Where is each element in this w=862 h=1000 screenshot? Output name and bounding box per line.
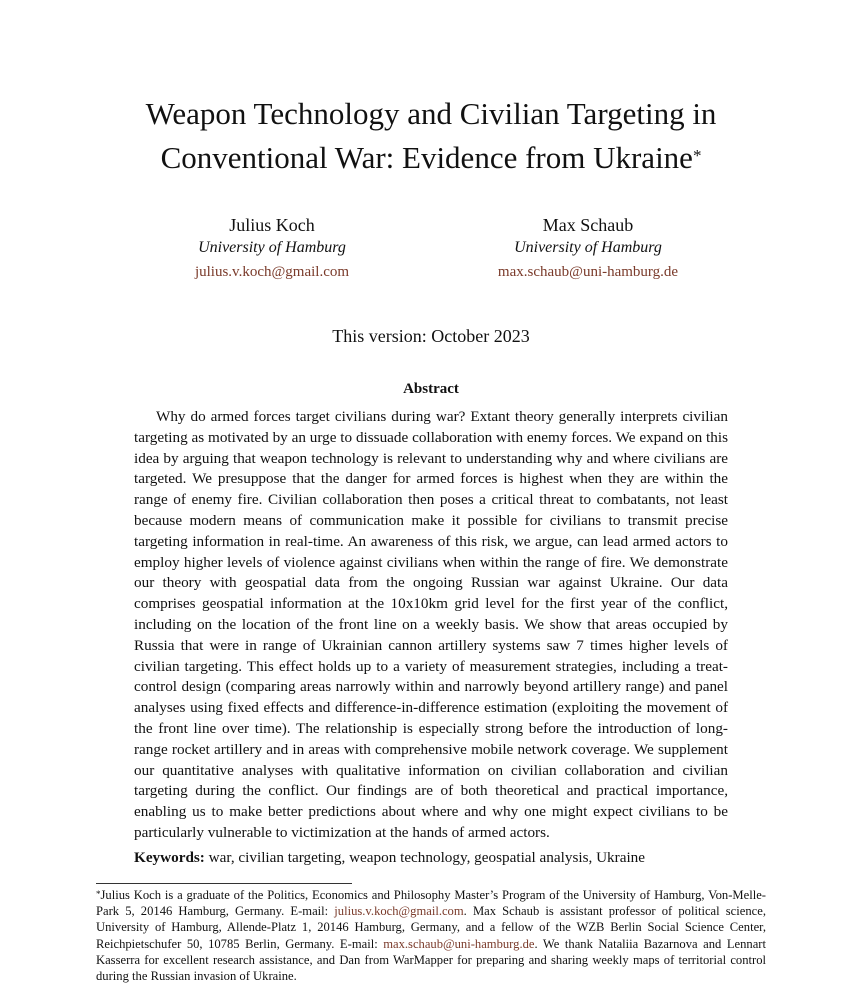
keywords-list: war, civilian targeting, weapon technology, geospatial analysis, Ukraine bbox=[208, 849, 645, 866]
author-name: Julius Koch bbox=[229, 215, 315, 235]
footnote-text-3: . We thank Nataliia Bazarnova and Lennart Kasserra for excellent research assistance, and Dan from WarMapper for preparing and sharing weekly maps of territorial control during the Russian invasion of Ukraine. bbox=[96, 936, 766, 984]
footnote-email-link-schaub[interactable]: max.schaub@uni-hamburg.de bbox=[383, 936, 535, 951]
keywords bbox=[134, 848, 734, 868]
author-email-link[interactable]: julius.v.koch@gmail.com bbox=[194, 264, 350, 280]
abstract-text: Why do armed forces target civilians during war? Extant theory generally interprets civilian targeting as motivated by an urge to dissuade collaboration with enemy forces. We expand on this idea by arguing that weapon technology is relevant to understanding why and where civilians are targeted. We presuppose that the danger for armed forces is highest when they are within the range of enemy fire. Civilian collaboration then poses a critical threat to combatants, not least because modern means of communication make it possible for civilians to transmit precise targeting information in real-time. An awareness of this risk, we argue, can lead armed actors to employ higher levels of violence against civilians when within the range of fire. We demonstrate our theory with geospatial data from the ongoing Russian war against Ukraine. Our data comprises geospatial information at the 10x10km grid level for the first year of the conflict, including on the location of the front line on a weekly basis. We show that areas occupied by Russia that were in range of Ukrainian cannon artillery systems saw 7 times higher levels of civilian targeting. This effect holds up to a variety of measurement strategies, including a treat-control design (comparing areas narrowly within and narrowly beyond artillery range) and panel analyses using fixed effects and difference-in-difference estimation (exploiting the movement of the front line over time). The relationship is especially strong before the introduction of long-range rocket artillery and in areas with comprehensive mobile network coverage. We supplement our quantitative analyses with qualitative information on civilian collaboration and civilian targeting during the conflict. Our findings are of both theoretical and practical importance, enabling us to make better predictions about where and why one might expect civilians to be particularly vulnerable to victimization at the hands of armed actors. bbox=[134, 408, 728, 841]
keywords-label: Keywords: bbox=[134, 849, 205, 866]
author-block-koch bbox=[122, 214, 422, 284]
footnote-text-1: Julius Koch is a graduate of the Politics, Economics and Philosophy Master’s Program of the University of Hamburg, Von-Melle-Park 5, 20146 Hamburg, Germany. E-mail: bbox=[96, 888, 766, 919]
author-affiliation: University of Hamburg bbox=[198, 239, 346, 256]
footnote-divider bbox=[96, 883, 352, 884]
footnote-email-link-koch[interactable]: julius.v.koch@gmail.com bbox=[334, 904, 464, 919]
title-footnote-mark: * bbox=[692, 146, 702, 165]
author-footnote bbox=[96, 887, 766, 984]
author-affiliation: University of Hamburg bbox=[514, 239, 662, 256]
footnote-mark: * bbox=[96, 889, 101, 899]
paper-title bbox=[60, 92, 802, 180]
author-block-schaub bbox=[438, 214, 738, 284]
abstract-heading: Abstract bbox=[403, 381, 459, 397]
author-email-link[interactable]: max.schaub@uni-hamburg.de bbox=[497, 264, 679, 280]
title-line-1: Weapon Technology and Civilian Targeting in bbox=[145, 96, 717, 131]
version-date: This version: October 2023 bbox=[332, 326, 530, 346]
title-line-2: Conventional War: Evidence from Ukraine bbox=[160, 140, 693, 175]
footnote-text-2: . Max Schaub is assistant professor of political science, University of Hamburg, Allende-Platz 1, 20146 Hamburg, Germany, and a fellow of the WZB Berlin Social Science Center, Reichpietschufer 50, 10785 Berlin, Germany. E-mail: bbox=[96, 904, 766, 951]
author-name: Max Schaub bbox=[542, 215, 634, 235]
